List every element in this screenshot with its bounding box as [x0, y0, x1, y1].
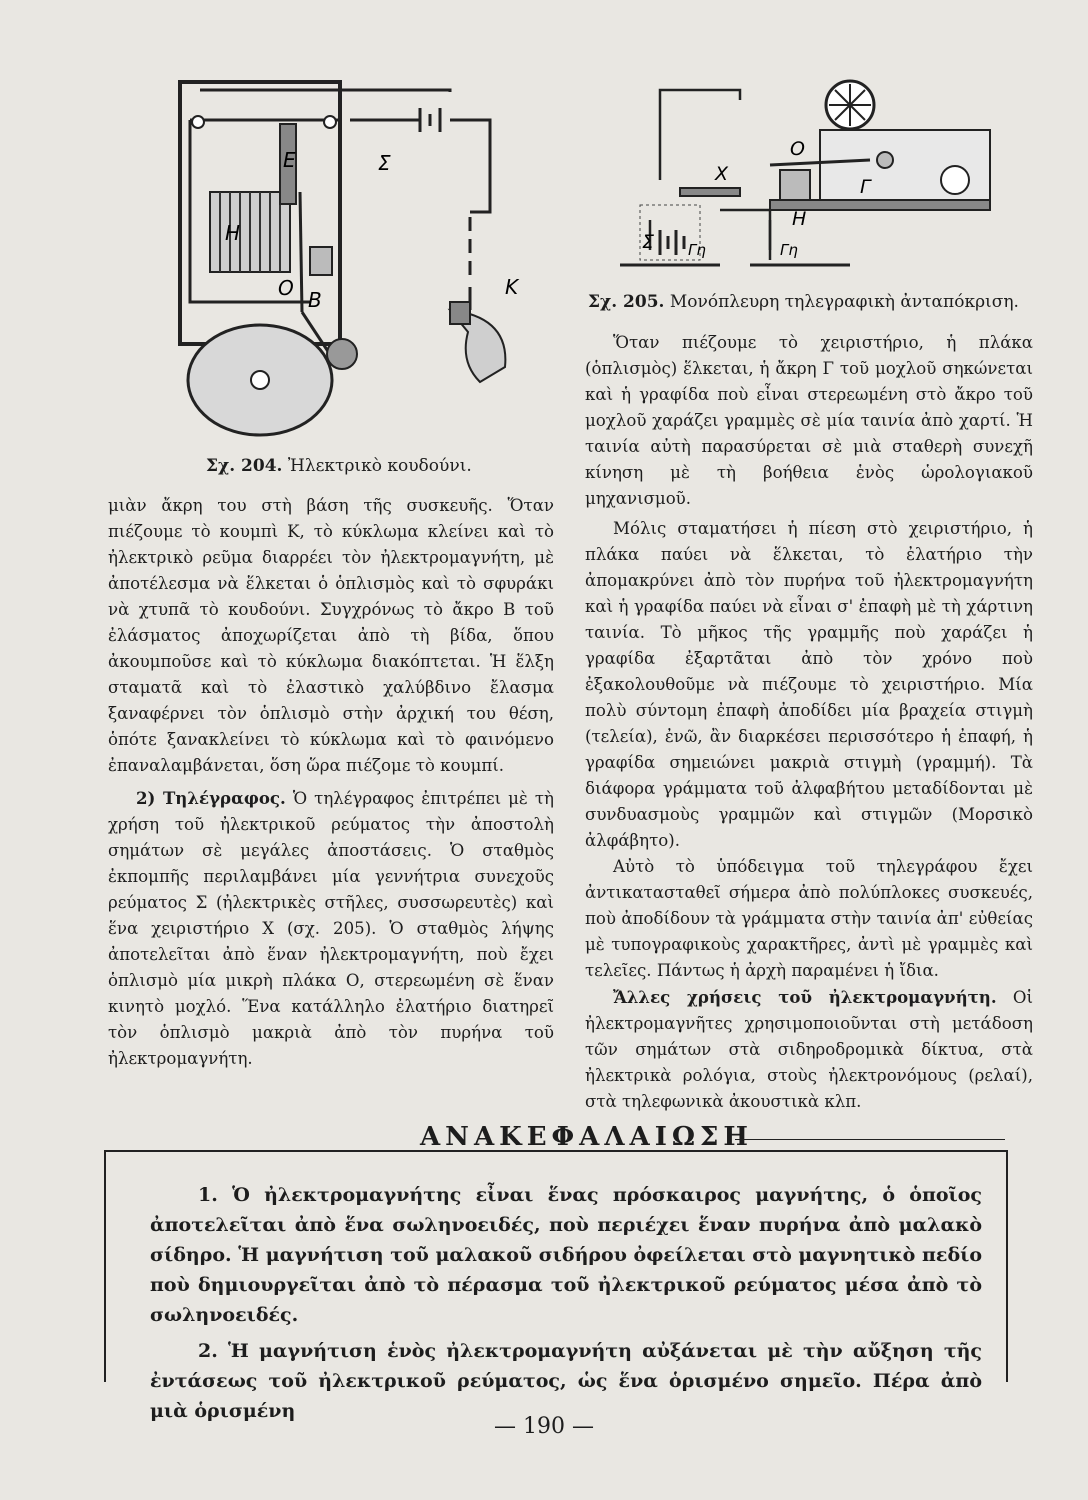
fig204-label-e: E [283, 148, 296, 172]
figure-204-number: Σχ. 204. [206, 456, 283, 476]
right-paragraph-1: Ὅταν πιέζουμε τὸ χειριστήριο, ἡ πλάκα (ὁπλισμὸς) ἕλκεται, ἡ ἄκρη Γ τοῦ μοχλοῦ σηκώνεται καὶ ἡ γραφίδα ποὺ εἶναι στερεωμένη στὸ ἄκρο τοῦ μοχλοῦ χαράζει γραμμὲς σὲ μία ταινία ἀπὸ χαρτί. Ἡ ταινία αὐτὴ παρασύρεται σὲ μιὰ σταθερὴ συνεχῆ κίνηση μὲ τὴ βοήθεια ἑνὸς ὡρολογιακοῦ μηχανισμοῦ. [585, 333, 1033, 508]
fig205-label-sigma: Σ [642, 231, 655, 253]
figure-205-telegraph [620, 70, 1000, 285]
summary-text [150, 1180, 982, 1432]
fig204-label-o: O [278, 276, 294, 300]
fig205-label-h: H [792, 208, 807, 230]
fig205-label-ground-1: Γη [688, 241, 706, 259]
summary-item-1: 1. Ὁ ἠλεκτρομαγνήτης εἶναι ἕνας πρόσκαιρος μαγνήτης, ὁ ὁποῖος ἀποτελεῖται ἀπὸ ἕνα σωληνοειδές, ποὺ περιέχει ἕναν πυρήνα ἀπὸ μαλακὸ σίδηρο. Ἡ μαγνήτιση τοῦ μαλακοῦ σιδήρου ὀφείλεται στὸ μαγνητικὸ πεδίο ποὺ δημιουργεῖται ἀπὸ τὸ πέρασμα τοῦ ἠλεκτρικοῦ ρεύματος μέσα ἀπὸ τὸ σωληνοειδές. [150, 1184, 982, 1326]
figure-204-title: Ἠλεκτρικὸ κουδούνι. [287, 456, 472, 476]
summary-item-2: 2. Ἡ μαγνήτιση ἑνὸς ἠλεκτρομαγνήτη αὐξάνεται μὲ τὴν αὔξηση τῆς ἐντάσεως τοῦ ἠλεκτρικοῦ ρεύματος, ὡς ἕνα ὁρισμένο σημεῖο. Πέρα ἀπὸ μιὰ ὁρισμένη [150, 1340, 982, 1422]
fig205-label-o: O [790, 138, 805, 160]
fig205-label-gamma: Γ [860, 176, 871, 198]
section-heading-other-uses: Ἄλλες χρήσεις τοῦ ἠλεκτρομαγνήτη. [613, 987, 997, 1007]
fig205-label-ground-2: Γη [780, 241, 798, 259]
right-paragraph-3: Αὐτὸ τὸ ὑπόδειγμα τοῦ τηλεγράφου ἔχει ἀντικατασταθεῖ σήμερα ἀπὸ πολύπλοκες συσκευές, ποὺ ἀποδίδουν τὰ γράμματα στὴν ταινία ἀπ' εὐθείας μὲ τυπογραφικοὺς χαρακτῆρες, ἀντὶ μὲ γραμμὲς καὶ τελεῖες. Πάντως ἡ ἀρχὴ παραμένει ἡ ἴδια. [585, 857, 1033, 980]
left-paragraph-2 [108, 785, 554, 1072]
right-paragraph-2: Μόλις σταματήσει ἡ πίεση στὸ χειριστήριο, ἡ πλάκα παύει νὰ ἕλκεται, τὸ ἐλατήριο τὴν ἀπομακρύνει ἀπὸ τὸν πυρήνα τοῦ ἠλεκτρομαγνήτη καὶ ἡ γραφίδα παύει νὰ εἶναι σ' ἐπαφὴ μὲ τὴ χάρτινη ταινία. Τὸ μῆκος τῆς γραμμῆς ποὺ χαράζει ἡ γραφίδα ἐξαρτᾶται ἀπὸ τὸν χρόνο ποὺ ἐξακολουθοῦμε νὰ πιέζουμε τὸ χειριστήριο. Μία πολὺ σύντομη ἐπαφὴ ἀποδίδει μία βραχεία στιγμὴ (τελεία), ἐνῶ, ἂν διαρκέσει περισσότερο ἡ ἐπαφή, ἡ γραφίδα σημειώνει μακριὰ στιγμὴ (γραμμή). Τὰ διάφορα γράμματα τοῦ ἀλφαβήτου μεταδίδονται μὲ συνδυασμοὺς γραμμῶν καὶ στιγμῶν (Μορσικὸ ἀλφάβητο). [585, 519, 1033, 850]
figure-205-number: Σχ. 205. [588, 292, 665, 312]
figure-204-electric-bell [150, 62, 550, 452]
left-paragraph-2-body: Ὁ τηλέγραφος ἐπιτρέπει μὲ τὴ χρήση τοῦ ἠλεκτρικοῦ ρεύματος τὴν ἀποστολὴ σημάτων σὲ μεγάλες ἀποστάσεις. Ὁ σταθμὸς ἐκπομπῆς περιλαμβάνει μία γεννήτρια συνεχοῦς ρεύματος Σ (ἠλεκτρικὲς στῆλες, συσσωρευτὲς) καὶ ἕνα χειριστήριο Χ (σχ. 205). Ὁ σταθμὸς λήψης ἀποτελεῖται ἀπὸ ἕναν ἠλεκτρομαγνήτη, ποὺ ἔχει ὁπλισμὸ μία μικρὴ πλάκα Ο, στερεωμένη σὲ ἕναν κινητὸ μοχλό. Ἕνα κατάλληλο ἐλατήριο διατηρεῖ τὸν ὁπλισμὸ μακριὰ ἀπὸ τὸν πυρήνα τοῦ ἠλεκτρομαγνήτη. [108, 789, 554, 1068]
right-column [585, 330, 1033, 1115]
left-column [108, 493, 554, 1072]
summary-heading: ΑΝΑΚΕΦΑΛΑΙΩΣΗ [420, 1122, 753, 1152]
figure-205-caption [588, 291, 1019, 313]
fig204-label-sigma: Σ [378, 151, 391, 175]
right-paragraph-4 [585, 984, 1033, 1115]
summary-heading-rule [735, 1139, 1005, 1140]
figure-205-title: Μονόπλευρη τηλεγραφικὴ ἀνταπόκριση. [669, 292, 1019, 312]
fig204-label-h: H [225, 221, 241, 245]
figure-204-caption [206, 455, 472, 477]
fig205-label-x: X [715, 163, 729, 185]
fig204-label-b: B [308, 288, 322, 312]
page-number: — 190 — [494, 1414, 594, 1439]
section-heading-telegraph: 2) Τηλέγραφος. [136, 788, 286, 808]
left-paragraph-1: μιὰν ἄκρη του στὴ βάση τῆς συσκευῆς. Ὅταν πιέζουμε τὸ κουμπὶ Κ, τὸ κύκλωμα κλείνει καὶ τὸ ἠλεκτρικὸ ρεῦμα διαρρέει τὸν ἠλεκτρομαγνήτη, μὲ ἀποτέλεσμα νὰ ἕλκεται ὁ ὁπλισμὸς καὶ τὸ σφυράκι νὰ χτυπᾶ τὸ κουδούνι. Συγχρόνως τὸ ἄκρο Β τοῦ ἐλάσματος ἀποχωρίζεται ἀπὸ τὴ βίδα, ὅπου ἀκουμποῦσε καὶ τὸ κύκλωμα διακόπτεται. Ἡ ἕλξη σταματᾶ καὶ τὸ ἐλαστικὸ χαλύβδινο ἔλασμα ξαναφέρνει τὸν ὁπλισμὸ στὴν ἀρχική του θέση, ὁπότε ξανακλείνει τὸ κύκλωμα καὶ τὸ φαινόμενο ἐπαναλαμβάνεται, ὅση ὥρα πιέζομε τὸ κουμπί. [108, 496, 554, 775]
fig204-label-k: K [505, 275, 519, 299]
right-paragraph-4-body: Οἱ ἠλεκτρομαγνῆτες χρησιμοποιοῦνται στὴ μετάδοση τῶν σημάτων στὰ σιδηροδρομικὰ δίκτυα, στὰ ἠλεκτρικὰ ρολόγια, στοὺς ἠλεκτρονόμους (ρελαί), στὰ τηλεφωνικὰ ἀκουστικὰ κλπ. [585, 988, 1033, 1111]
